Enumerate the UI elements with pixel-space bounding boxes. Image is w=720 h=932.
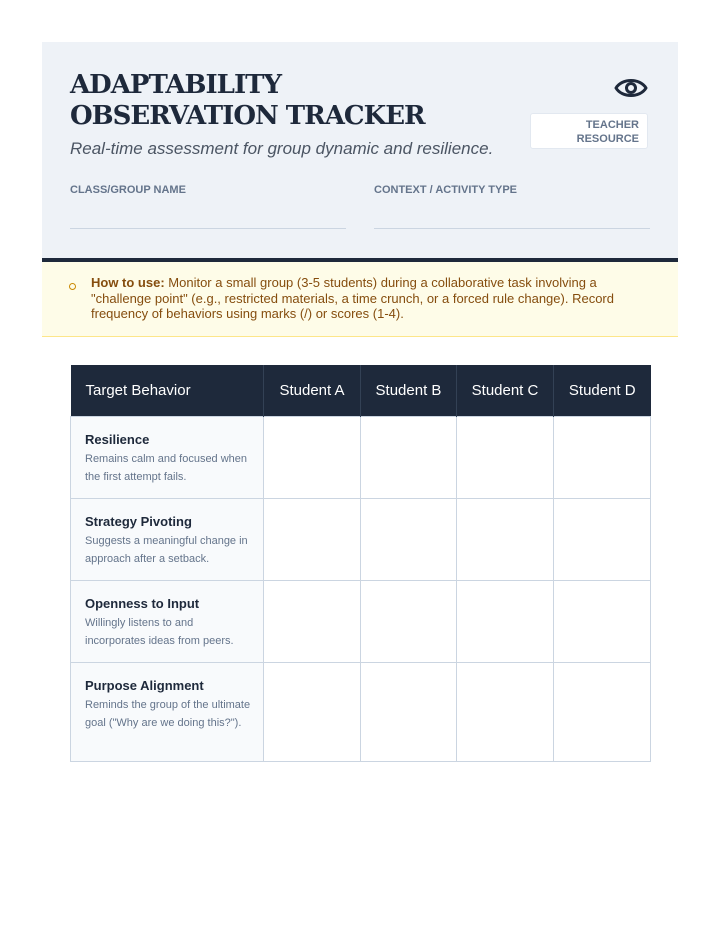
- score-cell[interactable]: [361, 663, 457, 762]
- score-cell[interactable]: [457, 417, 554, 499]
- table-row: [71, 581, 651, 663]
- column-header-student-c: Student C: [457, 365, 554, 417]
- eye-icon: [614, 74, 648, 102]
- score-cell[interactable]: [457, 581, 554, 663]
- table-header-row: [71, 365, 651, 417]
- class-group-field[interactable]: [70, 228, 346, 229]
- score-cell[interactable]: [361, 499, 457, 581]
- score-cell[interactable]: [264, 581, 361, 663]
- behavior-cell: [71, 499, 264, 581]
- how-to-use-text: [91, 275, 651, 322]
- score-cell[interactable]: [361, 581, 457, 663]
- score-cell[interactable]: [264, 663, 361, 762]
- behavior-cell: [71, 417, 264, 499]
- table-row: [71, 499, 651, 581]
- score-cell[interactable]: [554, 581, 651, 663]
- worksheet-header: [42, 42, 678, 262]
- page-subtitle: Real-time assessment for group dynamic and resilience.: [70, 139, 494, 158]
- behavior-name: Openness to Input: [85, 596, 200, 611]
- behavior-name: Purpose Alignment: [85, 678, 204, 693]
- behavior-description: Reminds the group of the ultimate goal ("Why are we doing this?").: [85, 699, 251, 729]
- how-to-use-body: Monitor a small group (3-5 students) during a collaborative task involving a "challenge point" (e.g., restricted materials, a time crunch, or a forced rule change). Record frequency of behaviors using marks (/) or scores (1-4).: [91, 275, 614, 321]
- score-cell[interactable]: [554, 663, 651, 762]
- table-row: [71, 663, 651, 762]
- context-activity-field[interactable]: [374, 228, 650, 229]
- behavior-name: Strategy Pivoting: [85, 514, 192, 529]
- context-activity-label: CONTEXT / ACTIVITY TYPE: [374, 184, 518, 196]
- column-header-student-b: Student B: [361, 365, 457, 417]
- observation-table: [70, 365, 651, 762]
- class-group-label: CLASS/GROUP NAME: [70, 184, 186, 196]
- badge-line: TEACHER: [585, 119, 639, 131]
- column-header-student-a: Student A: [264, 365, 361, 417]
- behavior-description: Remains calm and focused when the first attempt fails.: [85, 453, 248, 483]
- table-row: [71, 417, 651, 499]
- page-title: ADAPTABILITY OBSERVATION TRACKER: [70, 70, 425, 131]
- behavior-cell: [71, 663, 264, 762]
- score-cell[interactable]: [554, 499, 651, 581]
- behavior-cell: [71, 581, 264, 663]
- score-cell[interactable]: [264, 499, 361, 581]
- score-cell[interactable]: [554, 417, 651, 499]
- behavior-description: Willingly listens to and incorporates ideas from peers.: [85, 617, 234, 647]
- teacher-resource-badge: [530, 113, 648, 149]
- score-cell[interactable]: [361, 417, 457, 499]
- score-cell[interactable]: [457, 663, 554, 762]
- score-cell[interactable]: [457, 499, 554, 581]
- column-header-student-d: Student D: [554, 365, 651, 417]
- column-header-behavior: Target Behavior: [71, 365, 264, 417]
- behavior-name: Resilience: [85, 432, 150, 447]
- info-dot-icon: [69, 283, 76, 290]
- behavior-description: Suggests a meaningful change in approach after a setback.: [85, 535, 248, 565]
- how-to-use-callout: [42, 262, 678, 337]
- score-cell[interactable]: [264, 417, 361, 499]
- how-to-use-lead: How to use:: [91, 275, 165, 290]
- badge-line: RESOURCE: [576, 133, 639, 145]
